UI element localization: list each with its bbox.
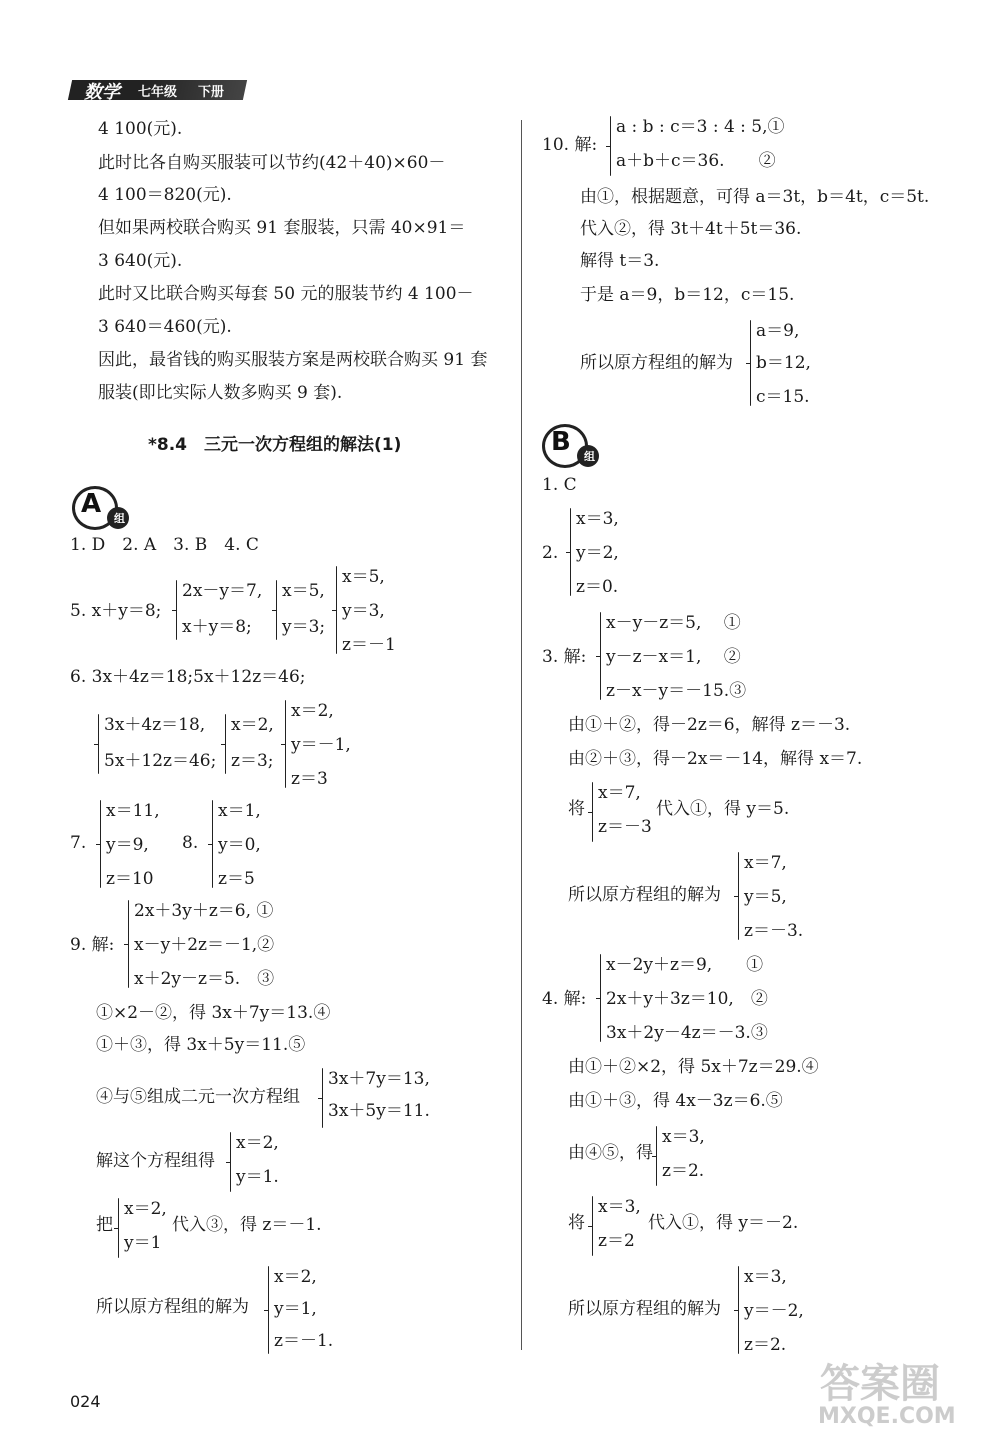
- equation: x＝5,: [282, 581, 325, 601]
- watermark-logo-text: 答案圈: [820, 1361, 940, 1407]
- equation: x＋y＝8;: [182, 617, 252, 637]
- equation: x＝2,: [274, 1267, 317, 1287]
- brace: [276, 580, 277, 640]
- section-title: *8.4 三元一次方程组的解法(1): [148, 435, 402, 455]
- brace: [600, 612, 601, 700]
- text-line: 此时又比联合购买每套 50 元的服装节约 4 100－: [98, 284, 474, 304]
- equation: x＝3,: [662, 1127, 705, 1147]
- equation: 2x＋y＋3z＝10, ②: [606, 989, 768, 1009]
- brace: [176, 580, 177, 640]
- text-line: ①＋③，得 3x＋5y＝11.⑤: [96, 1035, 306, 1055]
- text-line: 由①，根据题意，可得 a＝3t，b＝4t，c＝5t.: [580, 187, 930, 207]
- equation: z＝－3.: [744, 921, 804, 941]
- brace: [322, 1068, 323, 1128]
- brace: [100, 800, 101, 888]
- page-number: 024: [70, 1392, 101, 1411]
- equation: z＝3: [291, 769, 328, 789]
- q9-label: 9. 解:: [70, 935, 115, 955]
- equation: x＝2,: [124, 1199, 167, 1219]
- q6-line: 6. 3x＋4z＝18;5x＋12z＝46;: [70, 667, 306, 687]
- text-line: 代入①，得 y＝5.: [656, 799, 790, 819]
- equation: 3x＋5y＝11.: [328, 1101, 430, 1121]
- text-line: 4 100(元).: [98, 119, 183, 139]
- q10-label: 10. 解:: [542, 135, 598, 155]
- equation: y＝1,: [274, 1299, 317, 1319]
- brace: [285, 700, 286, 788]
- equation: a＝9,: [756, 321, 800, 341]
- b4-label: 4. 解:: [542, 989, 587, 1009]
- equation: 2x＋3y＋z＝6, ①: [134, 901, 274, 921]
- equation: 3x＋4z＝18,: [104, 715, 206, 735]
- brace: [600, 954, 601, 1042]
- equation: z＝－1.: [274, 1331, 334, 1351]
- equation: x＝2,: [236, 1133, 279, 1153]
- text-line: 由①＋③，得 4x－3z＝6.⑤: [568, 1091, 783, 1111]
- equation: x－y＋2z＝－1,②: [134, 935, 275, 955]
- column-divider: [521, 120, 522, 1350]
- brace: [656, 1126, 657, 1186]
- equation: y＝1: [124, 1233, 162, 1253]
- text-line: 代入②，得 3t＋4t＋5t＝36.: [580, 219, 802, 239]
- equation: z＝5: [218, 869, 255, 889]
- equation: z＝3;: [231, 751, 274, 771]
- equation: x－y－z＝5, ①: [606, 613, 741, 633]
- text-line: 所以原方程组的解为: [568, 885, 721, 905]
- header-volume: 下册: [198, 85, 225, 100]
- text-line: 3 640＝460(元).: [98, 317, 232, 337]
- text-line: 将: [568, 799, 585, 819]
- text-line: 4 100＝820(元).: [98, 185, 232, 205]
- equation: z＝0.: [576, 577, 619, 597]
- watermark-url: MXQE.COM: [818, 1404, 956, 1429]
- brace: [750, 320, 751, 406]
- text-line: 所以原方程组的解为: [580, 353, 733, 373]
- b1-answer: 1. C: [542, 475, 577, 495]
- brace: [225, 714, 226, 774]
- brace: [738, 1266, 739, 1354]
- equation: a : b : c＝3 : 4 : 5,①: [616, 117, 785, 137]
- equation: x＝3,: [744, 1267, 787, 1287]
- q5-prefix: 5. x＋y＝8;: [70, 601, 162, 621]
- group-a-badge: [72, 486, 125, 530]
- text-line: 解得 t＝3.: [580, 251, 660, 271]
- equation: z－x－y＝－15.③: [606, 681, 747, 701]
- equation: z＝－3: [598, 817, 652, 837]
- equation: y＝3,: [342, 601, 385, 621]
- equation: x＝1,: [218, 801, 261, 821]
- equation: x＝11,: [106, 801, 160, 821]
- equation: x＝3,: [576, 509, 619, 529]
- text-line: 此时比各自购买服装可以节约(42＋40)×60－: [98, 153, 446, 173]
- header-grade: 七年级: [138, 85, 178, 100]
- text-line: ①×2－②，得 3x＋7y＝13.④: [96, 1003, 331, 1023]
- b3-label: 3. 解:: [542, 647, 587, 667]
- equation: y＝1.: [236, 1167, 279, 1187]
- q8-label: 8.: [182, 833, 199, 853]
- text-line: 因此，最省钱的购买服装方案是两校联合购买 91 套: [98, 350, 488, 370]
- brace: [230, 1132, 231, 1192]
- text-line: ④与⑤组成二元一次方程组: [96, 1087, 300, 1107]
- equation: y＝5,: [744, 887, 787, 907]
- equation: y＝－2,: [744, 1301, 804, 1321]
- text-line: 由①＋②×2，得 5x＋7z＝29.④: [568, 1057, 819, 1077]
- group-b-badge: [542, 424, 595, 468]
- equation: z＝10: [106, 869, 154, 889]
- text-line: 于是 a＝9，b＝12，c＝15.: [580, 285, 795, 305]
- equation: x－2y＋z＝9, ①: [606, 955, 764, 975]
- b2-label: 2.: [542, 543, 559, 563]
- equation: z＝2: [598, 1231, 635, 1251]
- text-line: 但如果两校联合购买 91 套服装，只需 40×91＝: [98, 218, 466, 238]
- brace: [592, 1196, 593, 1256]
- equation: y＝－1,: [291, 735, 351, 755]
- text-line: 将: [568, 1213, 585, 1233]
- equation: 2x－y＝7,: [182, 581, 263, 601]
- group-label: 组: [114, 512, 125, 525]
- group-label: 组: [584, 450, 595, 463]
- brace: [610, 116, 611, 176]
- text-line: 解这个方程组得: [96, 1151, 215, 1171]
- equation: 5x＋12z＝46;: [104, 751, 217, 771]
- text-line: 所以原方程组的解为: [96, 1297, 249, 1317]
- equation: x＝7,: [744, 853, 787, 873]
- equation: y＝9,: [106, 835, 149, 855]
- text-line: 由④⑤，得: [568, 1143, 653, 1163]
- equation: x＋2y－z＝5. ③: [134, 969, 275, 989]
- equation: 3x＋2y－4z＝－3.③: [606, 1023, 768, 1043]
- equation: z＝－1: [342, 635, 396, 655]
- equation: y＝0,: [218, 835, 261, 855]
- group-b-letter: B: [551, 427, 571, 457]
- q7-label: 7.: [70, 833, 87, 853]
- equation: z＝2.: [662, 1161, 705, 1181]
- equation: 3x＋7y＝13,: [328, 1069, 430, 1089]
- header-subject: 数学: [84, 82, 120, 103]
- equation: y－z－x＝1, ②: [606, 647, 741, 667]
- equation: c＝15.: [756, 387, 810, 407]
- page-header: [70, 80, 245, 103]
- equation: y＝2,: [576, 543, 619, 563]
- text-line: 由②＋③，得－2x＝－14，解得 x＝7.: [568, 749, 863, 769]
- equation: x＝3,: [598, 1197, 641, 1217]
- equation: y＝3;: [282, 617, 326, 637]
- brace: [336, 566, 337, 654]
- equation: z＝2.: [744, 1335, 787, 1355]
- equation: x＝2,: [291, 701, 334, 721]
- equation: x＝7,: [598, 783, 641, 803]
- equation: a＋b＋c＝36. ②: [616, 151, 776, 171]
- text-line: 所以原方程组的解为: [568, 1299, 721, 1319]
- brace: [212, 800, 213, 888]
- text-line: 服装(即比实际人数多购买 9 套).: [98, 383, 343, 403]
- text-line: 代入①，得 y＝－2.: [648, 1213, 799, 1233]
- brace: [592, 782, 593, 842]
- group-a-letter: A: [81, 489, 102, 519]
- brace: [570, 508, 571, 596]
- brace: [98, 714, 99, 774]
- equation: x＝2,: [231, 715, 274, 735]
- equation: b＝12,: [756, 353, 811, 373]
- answers-1-4: 1. D 2. A 3. B 4. C: [70, 535, 259, 555]
- text-line: 3 640(元).: [98, 251, 183, 271]
- text-line: 由①＋②，得－2z＝6，解得 z＝－3.: [568, 715, 851, 735]
- equation: x＝5,: [342, 567, 385, 587]
- brace: [128, 900, 129, 988]
- brace: [118, 1198, 119, 1258]
- brace: [268, 1266, 269, 1354]
- text-line: 把: [96, 1215, 113, 1235]
- brace: [738, 852, 739, 940]
- text-line: 代入③，得 z＝－1.: [172, 1215, 322, 1235]
